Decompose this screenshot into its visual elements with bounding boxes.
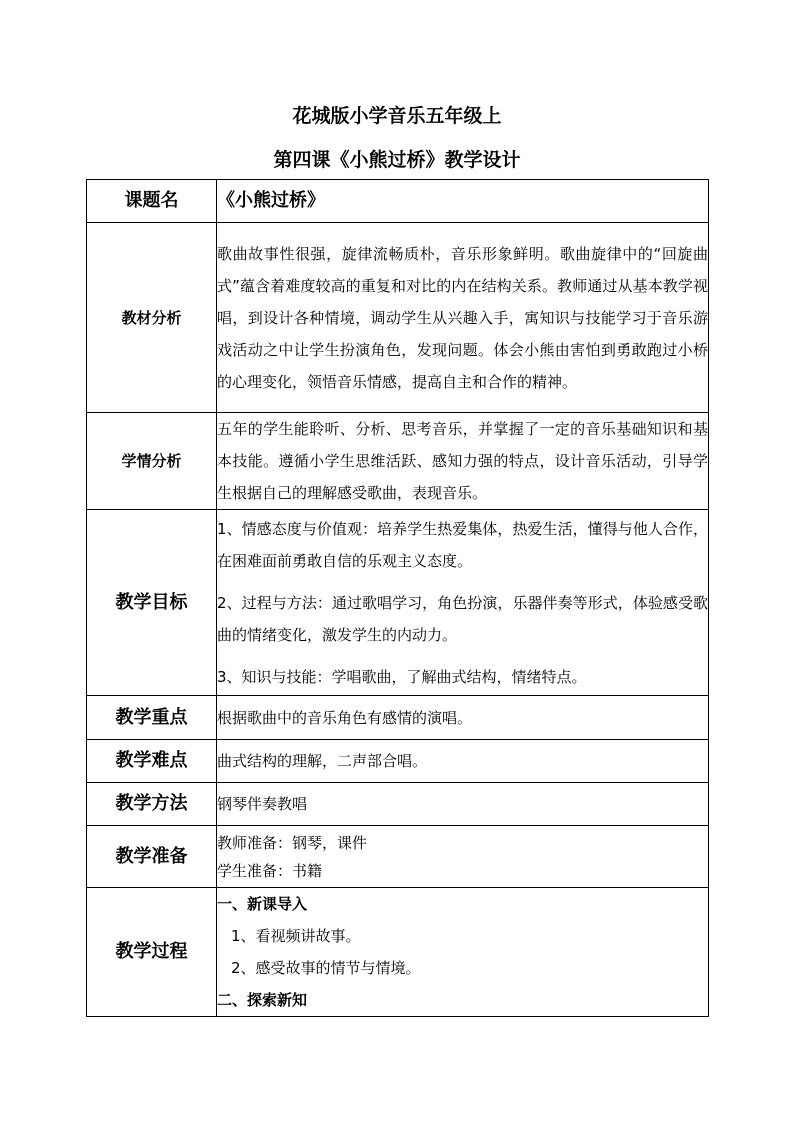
- lesson-plan-table: [86, 179, 709, 1017]
- table-row-students: [87, 413, 709, 510]
- difficulty-label: 教学难点: [87, 740, 217, 783]
- table-row-material: [87, 223, 709, 413]
- preparation-teacher: 教师准备：钢琴，课件: [217, 833, 368, 852]
- goals-label: 教学目标: [87, 510, 217, 696]
- preparation-student: 学生准备：书籍: [217, 861, 323, 880]
- focus-label: 教学重点: [87, 696, 217, 740]
- topic-label: 课题名: [87, 180, 217, 223]
- table-row-focus: [87, 696, 709, 740]
- table-row-topic: [87, 180, 709, 223]
- table-row-difficulty: [87, 740, 709, 783]
- process-item-1: 1、看视频讲故事。: [231, 927, 361, 945]
- table-row-process: [87, 888, 709, 1017]
- process-section-2: 二、探索新知: [217, 991, 308, 1009]
- table-row-method: [87, 783, 709, 826]
- table-row-goals: [87, 510, 709, 696]
- process-label: 教学过程: [87, 888, 217, 1017]
- focus-text: 根据歌曲中的音乐角色有感情的演唱。: [217, 696, 709, 740]
- table-row-preparation: [87, 826, 709, 888]
- material-label: 教材分析: [87, 223, 217, 413]
- process-section-1: 一、新课导入: [217, 895, 308, 913]
- goal-item-2: 2、过程与方法：通过歌唱学习，角色扮演，乐器伴奏等形式，体验感受歌曲的情绪变化，激发学生的内动力。: [217, 593, 708, 644]
- goal-item-1: 1、情感态度与价值观：培养学生热爱集体，热爱生活，懂得与他人合作，在困难面前勇敢自信的乐观主义态度。: [217, 519, 708, 570]
- method-text: 钢琴伴奏教唱: [217, 783, 709, 826]
- document-title: 花城版小学音乐五年级上: [292, 105, 502, 127]
- method-label: 教学方法: [87, 783, 217, 826]
- preparation-label: 教学准备: [87, 826, 217, 888]
- topic-value: 《小熊过桥》: [217, 190, 325, 211]
- material-text: 歌曲故事性很强，旋律流畅质朴，音乐形象鲜明。歌曲旋律中的“回旋曲式”蕴含着难度较高的重复和对比的内在结构关系。教师通过从基本教学视唱，到设计各种情境，调动学生从兴趣入手，寓知识与技能学习于音乐游戏活动之中让学生扮演角色，发现问题。体会小熊由害怕到勇敢跑过小桥的心理变化，领悟音乐情感，提高自主和合作的精神。: [217, 244, 708, 391]
- process-item-2: 2、感受故事的情节与情境。: [231, 959, 421, 977]
- students-text: 五年的学生能聆听、分析、思考音乐，并掌握了一定的音乐基础知识和基本技能。遵循小学生思维活跃、感知力强的特点，设计音乐活动，引导学生根据自己的理解感受歌曲，表现音乐。: [217, 420, 708, 502]
- document-subtitle: 第四课《小熊过桥》教学设计: [273, 149, 521, 171]
- difficulty-text: 曲式结构的理解，二声部合唱。: [217, 740, 709, 783]
- students-label: 学情分析: [87, 413, 217, 510]
- goal-item-3: 3、知识与技能：学唱歌曲，了解曲式结构，情绪特点。: [217, 667, 587, 686]
